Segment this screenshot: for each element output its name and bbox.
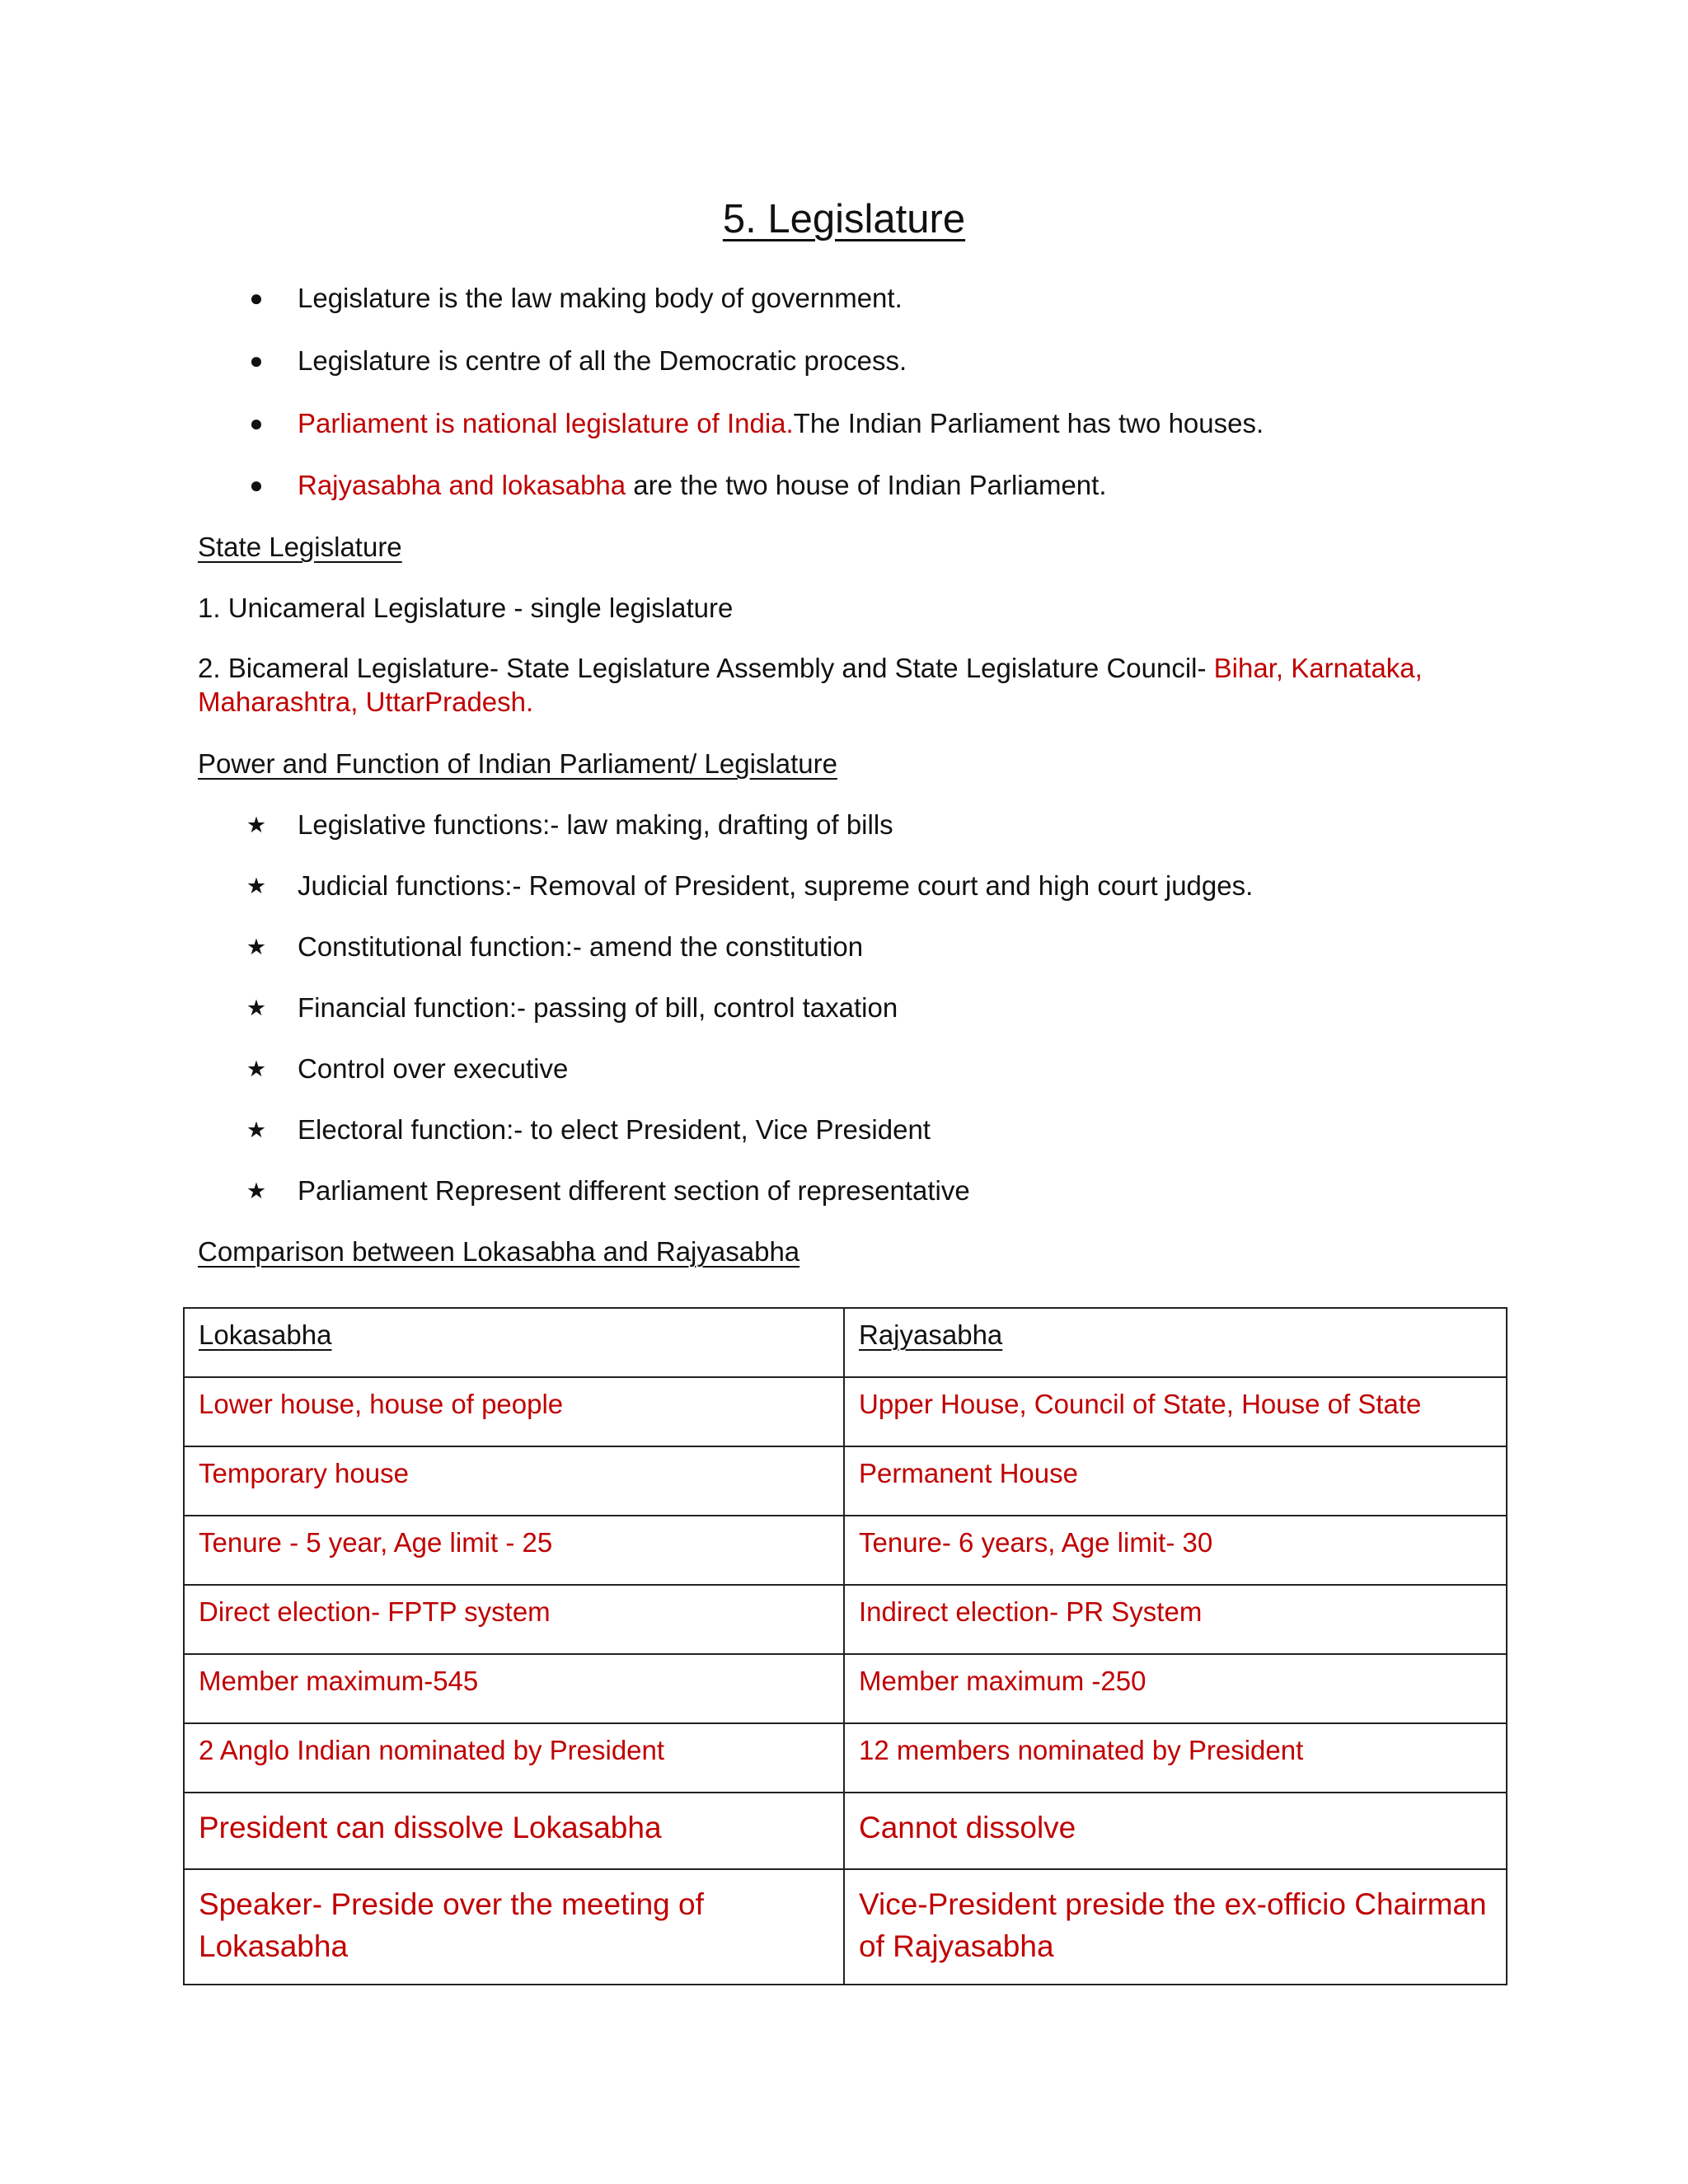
comparison-heading: Comparison between Lokasabha and Rajyasabha [198,1236,800,1267]
table-cell: Tenure- 6 years, Age limit- 30 [844,1516,1507,1585]
bullet-red-text: Parliament is national legislature of India. [298,408,794,438]
table-row [184,1446,1507,1516]
table-cell: 2 Anglo Indian nominated by President [184,1723,844,1793]
table-cell: 12 members nominated by President [844,1723,1507,1793]
table-cell: Vice-President preside the ex-officio Chairman of Rajyasabha [844,1869,1507,1985]
bicameral-text: 2. Bicameral Legislature- State Legislature Assembly and State Legislature Council- [198,653,1214,683]
comparison-table [183,1307,1507,1985]
page-title: 5. Legislature [722,197,966,241]
table-cell: President can dissolve Lokasabha [184,1793,844,1869]
table-cell: Lower house, house of people [184,1377,844,1446]
bullet-icon: ● [249,472,264,498]
table-row [184,1516,1507,1585]
bullet-icon: ● [249,410,264,436]
table-cell: Upper House, Council of State, House of State [844,1377,1507,1446]
table-row [184,1869,1507,1985]
bicameral-states: Bihar, Karnataka, Maharashtra, UttarPradesh. [198,653,1423,717]
star-icon: ★ [246,935,267,959]
table-row [184,1723,1507,1793]
table-cell: Direct election- FPTP system [184,1585,844,1654]
bullet-text: The Indian Parliament has two houses. [793,408,1264,438]
column-header-lokasabha: Lokasabha [184,1308,844,1377]
table-cell: Permanent House [844,1446,1507,1516]
table-cell: Member maximum-545 [184,1654,844,1723]
state-legislature-heading: State Legislature [198,532,402,562]
bullet-icon: ● [249,348,264,373]
bullet-text: are the two house of Indian Parliament. [626,470,1107,500]
table-cell: Indirect election- PR System [844,1585,1507,1654]
star-icon: ★ [246,874,267,898]
bicameral-item [198,651,1467,719]
star-icon: ★ [246,996,267,1020]
star-icon: ★ [246,1057,267,1081]
document-page: 5. Legislature ● Legislature is the law making body of government. ● Legislature is centre of all the Democratic process. ● Parliament is national legislature of India.The Indian Parliament has two houses. ● Rajyasabha and lokasabha are the two house of Indian Parliament. State Legislature 1. Unicameral Legislature - single legislature 2. Bicameral Legislature- State Legislature Assembly and State Legislature Council- Bihar, Karnataka, Maharashtra, UttarPradesh. Power and Function of Indian Parliament/ Legislature ★ Legislative functions:- law making, drafting of bills ★ Judicial functions:- Removal of President, supreme court and high court judges. ★ Constitutional function:- amend the constitution ★ Financial function:- passing of bill, control taxation ★ Control over executive ★ Electoral function:- to elect President, Vice President ★ Parliament Represent different section of representative Comparison between Lokasabha and Rajyasabha Lokasabha Rajyasabha Lower house, house of people Upper House, Council of State, House of State Temporary house Permanent House Tenure - 5 year, Age limit - 25 Tenure- 6 years, Age limit- 30 Direct election- FPTP system Indirect election- PR System Member maximum-545 Member maximum -250 2 Anglo Indian nominated by President 12 members nominated by President President can dissolve Lokasabha Cannot dissolve Speaker- Preside over the meeting of Lokasabha Vice-President preside the ex-officio Chairman of Rajyasabha [0,0,1688,2184]
table-row [184,1793,1507,1869]
powers-heading: Power and Function of Indian Parliament/ Legislature [198,748,837,779]
bullet-text: Legislature is the law making body of government. [298,283,903,313]
table-row [184,1377,1507,1446]
table-cell: Temporary house [184,1446,844,1516]
table-cell: Cannot dissolve [844,1793,1507,1869]
star-icon: ★ [246,1179,267,1203]
star-icon: ★ [246,813,267,837]
table-row [184,1585,1507,1654]
table-cell: Member maximum -250 [844,1654,1507,1723]
star-icon: ★ [246,1118,267,1142]
unicameral-item: 1. Unicameral Legislature - single legislature [198,593,734,623]
bullet-red-text: Rajyasabha and lokasabha [298,470,626,500]
table-cell: Speaker- Preside over the meeting of Lokasabha [184,1869,844,1985]
table-row [184,1654,1507,1723]
bullet-icon: ● [249,285,264,311]
bullet-text: Legislature is centre of all the Democratic process. [298,345,907,376]
column-header-rajyasabha: Rajyasabha [844,1308,1507,1377]
table-cell: Tenure - 5 year, Age limit - 25 [184,1516,844,1585]
table-header-row [184,1308,1507,1377]
